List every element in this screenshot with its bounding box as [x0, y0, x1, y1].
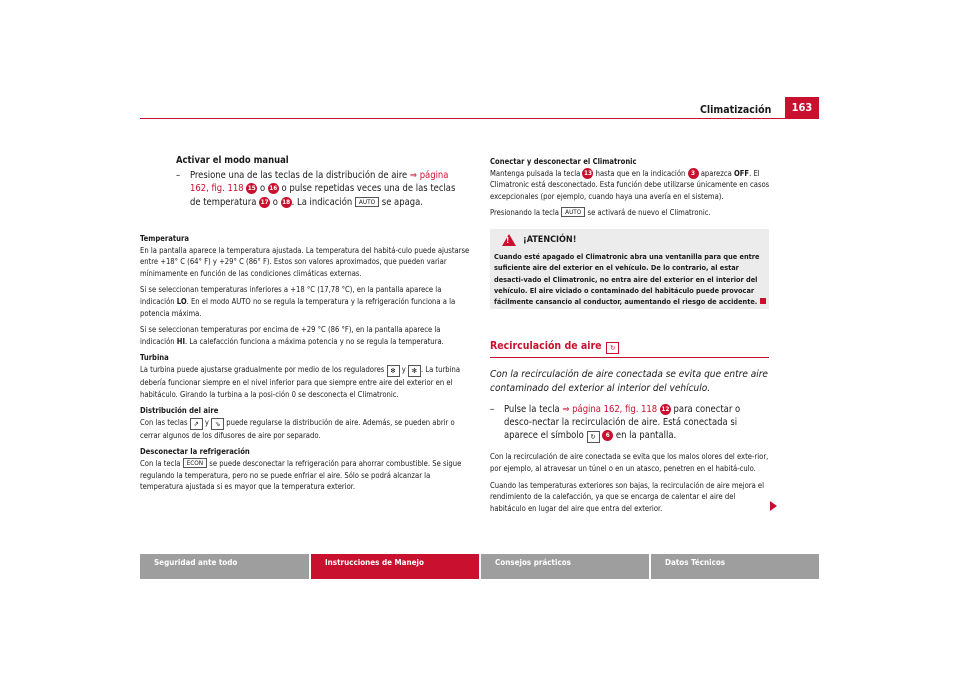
section-rule	[490, 357, 769, 358]
manual-mode-heading: Activar el modo manual	[176, 155, 289, 166]
climatronic-on-off-heading: Conectar y desconectar el Climatronic	[490, 157, 637, 166]
recirculation-heading: Recirculación de aire	[490, 340, 602, 352]
recirculation-section	[490, 334, 769, 514]
air-distribution-icon: ⇗	[190, 418, 203, 430]
tab-datos[interactable]: Datos Técnicos	[665, 558, 726, 567]
recirculation-icon: ↻	[606, 342, 619, 354]
recirculation-icon: ↻	[587, 431, 600, 443]
fan-icon: ✻	[387, 365, 400, 377]
air-distribution-paragraph: Con las teclas ⇗ y ⇘ puede regularse la distribución de aire. Además, se pueden abrir o cerrar algunos de los difusores de aire por separado.	[140, 417, 455, 440]
key-18: 18	[282, 197, 291, 206]
bullet-dash: –	[176, 170, 181, 182]
tab-instrucciones[interactable]: Instrucciones de Manejo	[311, 554, 479, 579]
turbina-heading: Turbina	[140, 353, 169, 363]
footer-nav	[140, 554, 819, 579]
key-12: 12	[661, 405, 670, 413]
key-15: 15	[247, 184, 256, 193]
cooling-heading: Desconectar la refrigeración	[140, 447, 250, 457]
page-title: Climatización	[700, 104, 772, 116]
key-13: 13	[583, 168, 592, 177]
recirculation-heading-row	[490, 334, 769, 354]
fan-icon: ✻	[408, 365, 421, 377]
econ-button-label: ECON	[183, 458, 207, 468]
recirculation-body	[490, 451, 769, 514]
key-6: 6	[602, 430, 613, 441]
recirculation-intro: Con la recirculación de aire conectada se evita que entre aire contaminado del exterior al interior del vehículo.	[490, 369, 768, 394]
climatronic-paragraph-1: Mantenga pulsada la tecla 13 hasta que en la indicación 3 aparezca OFF. El Climatronic está desconectado. Esta función debe utilizarse únicamente en casos excepcionales (por ejemplo, cuando haya una avería en el sistema).	[490, 168, 770, 201]
key-16: 16	[269, 184, 278, 193]
page-number: 163	[785, 97, 819, 118]
tab-consejos[interactable]: Consejos prácticos	[495, 558, 571, 567]
recirculation-paragraph-1: Con la recirculación de aire conectada se evita que los malos olores del exte-rior, por ejemplo, al atravesar un túnel o en un atasco, penetren en el habitá-culo.	[490, 452, 769, 473]
recirculation-paragraph-2: Cuando las temperaturas exteriores son bajas, la recirculación de aire mejora el rendimiento de la calefacción, ya que se encarga de calentar el aire del habitáculo en lugar del aire que entra del exterior.	[490, 480, 765, 513]
bullet-text: Presione una de las teclas de la distribución de aire	[190, 170, 408, 182]
warning-text: Cuando esté apagado el Climatronic abra una ventanilla para que entre suficiente aire del exterior en el vehículo. De lo contrario, al estar desacti-vado el Climatronic, no entra aire del exterior en el interior del vehículo. El aire viciado o contaminado del habitáculo puede provocar fácilmente cansancio al conductor, aumentando el riesgo de accidente.	[494, 251, 767, 307]
next-page-arrow-icon[interactable]	[770, 501, 777, 511]
recirculation-bullet: – Pulse la tecla ⇒ página 162, fig. 118 12 para conectar o desco-nectar la recirculación de aire. Está conectada si aparece el símbolo ↻ 6 en la pantalla.	[490, 404, 741, 442]
auto-button-label: AUTO	[561, 207, 585, 217]
key-17: 17	[260, 197, 269, 206]
climatronic-paragraph-2: Presionando la tecla AUTO se activará de nuevo el Climatronic.	[490, 208, 711, 218]
air-distribution-icon: ⇘	[211, 418, 224, 430]
end-marker-icon	[760, 298, 766, 304]
manual-mode-section	[176, 154, 468, 209]
cooling-paragraph: Con la tecla ECON se puede desconectar la refrigeración para ahorrar combustible. Se sigue regulando la temperatura, pero no se puede enfriar el aire. Sólo se podrá alcanzar la temperatura ajustada si es mayor que la temperatura exterior.	[140, 458, 462, 492]
header-rule	[140, 118, 819, 119]
tab-seguridad[interactable]: Seguridad ante todo	[154, 558, 238, 567]
warning-title: ¡ATENCIÓN!	[523, 235, 577, 245]
key-3: 3	[688, 168, 699, 179]
warning-box: ! ¡ATENCIÓN! Cuando esté apagado el Climatronic abra una ventanilla para que entre suficiente aire del exterior en el vehículo. De lo contrario, al estar desacti-vado el Climatronic, no entra aire del exterior en el interior del vehículo. El aire viciado o contaminado del habitáculo puede provocar fácilmente cansancio al conductor, aumentando el riesgo de accidente.	[490, 229, 769, 309]
right-top	[490, 156, 772, 219]
turbina-paragraph: La turbina puede ajustarse gradualmente por medio de los reguladores ✻ y ✻ . La turbina debería funcionar siempre en el nivel inferior para que siempre entre aire del exterior en el habitáculo. Girando la turbina a la posi-ción 0 se desconecta el Climatronic.	[140, 364, 461, 399]
left-body	[140, 233, 470, 493]
air-distribution-heading: Distribución del aire	[140, 406, 219, 416]
auto-button-label: AUTO	[355, 197, 379, 207]
manual-mode-bullet: – Presione una de las teclas de la distribución de aire ⇒ página 162, fig. 118 15 o 16 o pulse repetidas veces una de las teclas de temperatura 17 o 18 . La indicación AUTO se apaga.	[176, 170, 456, 208]
temperature-paragraph-3: Si se seleccionan temperaturas por encima de +29 °C (86 °F), en la pantalla aparece la indicación HI. La calefacción funciona a máxima potencia y no se regula la temperatura.	[140, 325, 444, 346]
temperature-paragraph-2: Si se seleccionan temperaturas inferiores a +18 °C (17,78 °C), en la pantalla aparece la indicación LO. En el modo AUTO no se regula la temperatura y la refrigeración funciona a la potencia máxima.	[140, 285, 456, 318]
page-link[interactable]: ⇒ página 162, fig. 118	[562, 404, 658, 415]
page-link[interactable]: ⇒ página 162, fig. 118	[190, 170, 449, 195]
temperature-paragraph-1: En la pantalla aparece la temperatura ajustada. La temperatura del habitá-culo puede ajustarse entre +18° C (64° F) y +29° C (86° F). Estos son valores aproximados, que pueden variar mínimamente en función de las condiciones climáticas externas.	[140, 245, 470, 278]
temperature-heading: Temperatura	[140, 234, 190, 243]
